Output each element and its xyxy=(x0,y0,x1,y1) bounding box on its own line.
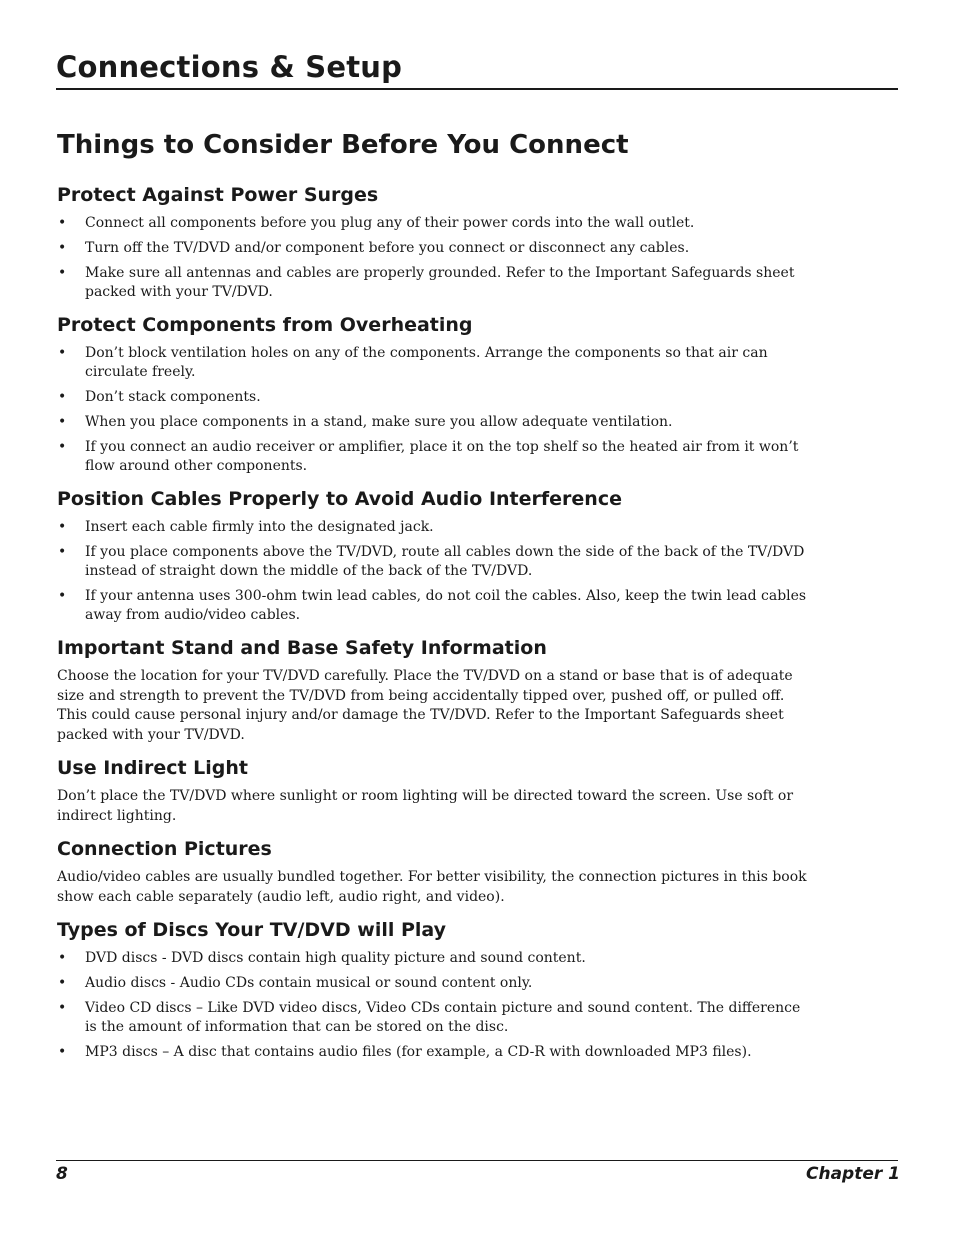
bullet-item xyxy=(57,518,807,537)
bullet-text: If your antenna uses 300-ohm twin lead cables, do not coil the cables. Also, keep the twin lead cables away from audio/video cables. xyxy=(85,588,807,623)
bullet-item xyxy=(57,413,807,432)
bullet-text: Don’t block ventilation holes on any of the components. Arrange the components so that air can circulate freely. xyxy=(85,345,768,380)
section-header-title: Connections & Setup xyxy=(56,50,403,84)
bullet-list xyxy=(57,518,807,625)
bullet-icon: • xyxy=(58,950,67,966)
bullet-item xyxy=(57,388,807,407)
content-section xyxy=(57,917,807,1062)
content-section xyxy=(57,182,807,302)
bullet-item xyxy=(57,587,807,625)
bullet-icon: • xyxy=(58,215,67,231)
bullet-item xyxy=(57,949,807,968)
section-heading: Connection Pictures xyxy=(57,838,272,860)
section-heading: Types of Discs Your TV/DVD will Play xyxy=(57,919,447,941)
bullet-icon: • xyxy=(58,1044,67,1060)
bullet-icon: • xyxy=(58,1000,67,1016)
page-number: 8 xyxy=(56,1164,68,1184)
page-title: Things to Consider Before You Connect xyxy=(57,130,629,160)
page-content xyxy=(57,182,807,1072)
section-heading: Important Stand and Base Safety Information xyxy=(57,637,547,659)
bullet-icon: • xyxy=(58,389,67,405)
bullet-text: Make sure all antennas and cables are properly grounded. Refer to the Important Safeguards sheet packed with your TV/DVD. xyxy=(85,265,795,300)
content-section xyxy=(57,836,807,907)
section-paragraph: Choose the location for your TV/DVD carefully. Place the TV/DVD on a stand or base that is of adequate size and strength to prevent the TV/DVD from being accidentally tipped over, pushed off, or pulled off. This could cause personal injury and/or damage the TV/DVD. Refer to the Important Safeguards sheet packed with your TV/DVD. xyxy=(57,668,793,743)
bullet-item xyxy=(57,438,807,476)
bullet-icon: • xyxy=(58,588,67,604)
bullet-text: Don’t stack components. xyxy=(85,389,261,405)
bullet-text: When you place components in a stand, make sure you allow adequate ventilation. xyxy=(85,414,673,430)
bullet-item xyxy=(57,1043,807,1062)
content-section xyxy=(57,635,807,745)
bullet-item xyxy=(57,344,807,382)
section-heading: Position Cables Properly to Avoid Audio Interference xyxy=(57,488,622,510)
bullet-text: Video CD discs – Like DVD video discs, Video CDs contain picture and sound content. The difference is the amount of information that can be stored on the disc. xyxy=(85,1000,801,1035)
bullet-icon: • xyxy=(58,240,67,256)
bullet-text: Audio discs - Audio CDs contain musical or sound content only. xyxy=(85,975,533,991)
section-paragraph: Audio/video cables are usually bundled together. For better visibility, the connection pictures in this book show each cable separately (audio left, audio right, and video). xyxy=(57,869,807,905)
bullet-icon: • xyxy=(58,345,67,361)
bullet-icon: • xyxy=(58,265,67,281)
content-section xyxy=(57,486,807,625)
section-heading: Use Indirect Light xyxy=(57,757,248,779)
footer-divider xyxy=(56,1160,898,1161)
bullet-item xyxy=(57,543,807,581)
bullet-item xyxy=(57,264,807,302)
section-paragraph: Don’t place the TV/DVD where sunlight or room lighting will be directed toward the screen. Use soft or indirect lighting. xyxy=(57,788,794,824)
chapter-label: Chapter 1 xyxy=(805,1164,900,1184)
bullet-text: If you connect an audio receiver or amplifier, place it on the top shelf so the heated air from it won’t flow around other components. xyxy=(85,439,799,474)
bullet-icon: • xyxy=(58,544,67,560)
bullet-icon: • xyxy=(58,519,67,535)
bullet-list xyxy=(57,949,807,1062)
bullet-item xyxy=(57,214,807,233)
section-heading: Protect Components from Overheating xyxy=(57,314,473,336)
bullet-text: Insert each cable firmly into the designated jack. xyxy=(85,519,434,535)
bullet-icon: • xyxy=(58,414,67,430)
content-section xyxy=(57,312,807,476)
bullet-text: Turn off the TV/DVD and/or component before you connect or disconnect any cables. xyxy=(85,240,690,256)
header-divider xyxy=(56,88,898,90)
bullet-item xyxy=(57,974,807,993)
section-heading: Protect Against Power Surges xyxy=(57,184,379,206)
bullet-item xyxy=(57,999,807,1037)
bullet-text: MP3 discs – A disc that contains audio files (for example, a CD-R with downloaded MP3 files). xyxy=(85,1044,752,1060)
bullet-text: If you place components above the TV/DVD, route all cables down the side of the back of the TV/DVD instead of straight down the middle of the back of the TV/DVD. xyxy=(85,544,805,579)
bullet-item xyxy=(57,239,807,258)
bullet-icon: • xyxy=(58,439,67,455)
bullet-text: DVD discs - DVD discs contain high quality picture and sound content. xyxy=(85,950,586,966)
content-section xyxy=(57,755,807,826)
bullet-list xyxy=(57,344,807,476)
bullet-icon: • xyxy=(58,975,67,991)
bullet-text: Connect all components before you plug any of their power cords into the wall outlet. xyxy=(85,215,695,231)
bullet-list xyxy=(57,214,807,302)
